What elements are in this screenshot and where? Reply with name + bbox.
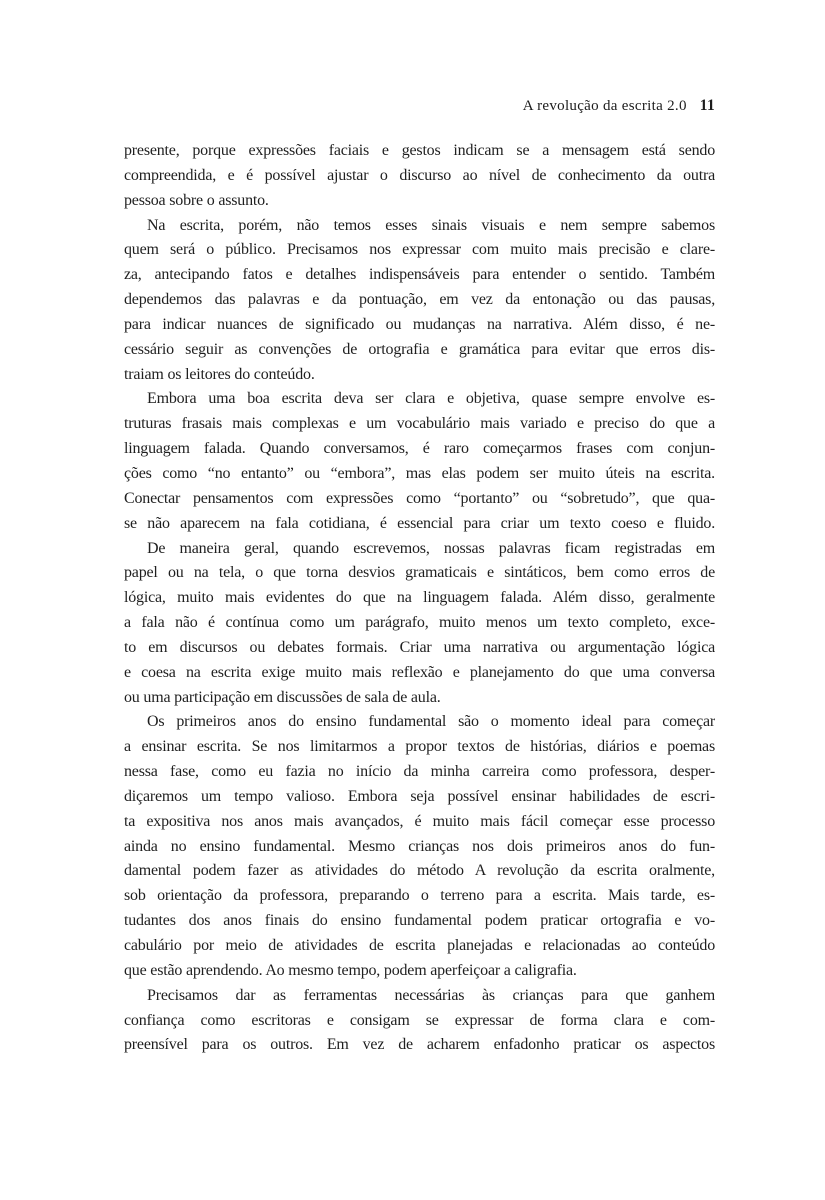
text-line: De maneira geral, quando escrevemos, nossas palavras ficam registradas em	[147, 539, 715, 557]
text-line: para indicar nuances de significado ou mudanças na narrativa. Além disso, é ne-	[124, 315, 715, 333]
text-line: ou uma participação em discussões de sala de aula.	[124, 688, 441, 706]
text-line: diçaremos um tempo valioso. Embora seja possível ensinar habilidades de escri-	[124, 787, 715, 805]
text-line: presente, porque expressões faciais e gestos indicam se a mensagem está sendo	[124, 142, 715, 159]
running-header	[124, 97, 715, 115]
text-line: za, antecipando fatos e detalhes indispensáveis para entender o sentido. Também	[124, 266, 715, 284]
text-line: cabulário por meio de atividades de escrita planejadas e relacionadas ao conteúdo	[124, 937, 715, 954]
paragraph	[124, 139, 715, 214]
text-line: lógica, muito mais evidentes do que na linguagem falada. Além disso, geralmente	[124, 589, 715, 607]
text-line: compreendida, e é possível ajustar o discurso ao nível de conhecimento da outra	[124, 166, 715, 184]
text-line: preensível para os outros. Em vez de acharem enfadonho praticar os aspectos	[124, 1036, 715, 1054]
text-line: nessa fase, como eu fazia no início da minha carreira como professora, desper-	[124, 763, 715, 781]
text-line: e coesa na escrita exige muito mais reflexão e planejamento do que uma conversa	[124, 663, 715, 681]
text-line: truturas frasais mais complexas e um vocabulário mais variado e preciso do que a	[124, 415, 715, 433]
text-line: confiança como escritoras e consigam se expressar de forma clara e com-	[124, 1011, 715, 1029]
text-line: quem será o público. Precisamos nos expressar com muito mais precisão e clare-	[124, 241, 715, 259]
text-line: se não aparecem na fala cotidiana, é essencial para criar um texto coeso e fluido.	[124, 514, 715, 532]
text-line: papel ou na tela, o que torna desvios gramaticais e sintáticos, bem como erros de	[124, 564, 715, 582]
paragraph	[124, 387, 715, 536]
text-line: to em discursos ou debates formais. Criar uma narrativa ou argumentação lógica	[124, 638, 715, 656]
text-line: sob orientação da professora, preparando o terreno para a escrita. Mais tarde, es-	[124, 887, 715, 905]
text-line: cessário seguir as convenções de ortografia e gramática para evitar que erros dis-	[124, 340, 715, 358]
text-line: Precisamos dar as ferramentas necessárias às crianças para que ganhem	[147, 986, 715, 1004]
text-line: Embora uma boa escrita deva ser clara e objetiva, quase sempre envolve es-	[147, 390, 715, 408]
text-line: dependemos das palavras e da pontuação, em vez da entonação ou das pausas,	[124, 291, 715, 309]
text-line: a fala não é contínua como um parágrafo, muito menos um texto completo, exce-	[124, 614, 715, 632]
text-line: tudantes dos anos finais do ensino fundamental podem praticar ortografia e vo-	[124, 912, 715, 930]
text-line: damental podem fazer as atividades do método A revolução da escrita oralmente,	[124, 862, 715, 880]
text-line: ta expositiva nos anos mais avançados, é muito mais fácil começar esse processo	[124, 812, 715, 830]
text-line: linguagem falada. Quando conversamos, é raro começarmos frases com conjun-	[124, 440, 715, 458]
page-body	[124, 139, 715, 1058]
text-line: Os primeiros anos do ensino fundamental são o momento ideal para começar	[147, 713, 715, 731]
text-line: ainda no ensino fundamental. Mesmo crianças nos dois primeiros anos do fun-	[124, 837, 715, 855]
text-line: traiam os leitores do conteúdo.	[124, 365, 315, 383]
paragraph	[124, 537, 715, 711]
text-line: ções como “no entanto” ou “embora”, mas elas podem ser muito úteis na escrita.	[124, 464, 715, 482]
paragraph	[124, 214, 715, 388]
text-line: a ensinar escrita. Se nos limitarmos a propor textos de histórias, diários e poemas	[124, 738, 715, 756]
paragraph	[124, 710, 715, 983]
running-header-title: A revolução da escrita 2.0	[522, 98, 687, 114]
text-line: Conectar pensamentos com expressões como “portanto” ou “sobretudo”, que qua-	[124, 489, 715, 507]
text-line: pessoa sobre o assunto.	[124, 191, 269, 209]
paragraph	[124, 984, 715, 1059]
text-line: que estão aprendendo. Ao mesmo tempo, podem aperfeiçoar a caligrafia.	[124, 961, 577, 979]
page-number: 11	[699, 97, 715, 114]
text-line: Na escrita, porém, não temos esses sinais visuais e nem sempre sabemos	[147, 216, 715, 234]
